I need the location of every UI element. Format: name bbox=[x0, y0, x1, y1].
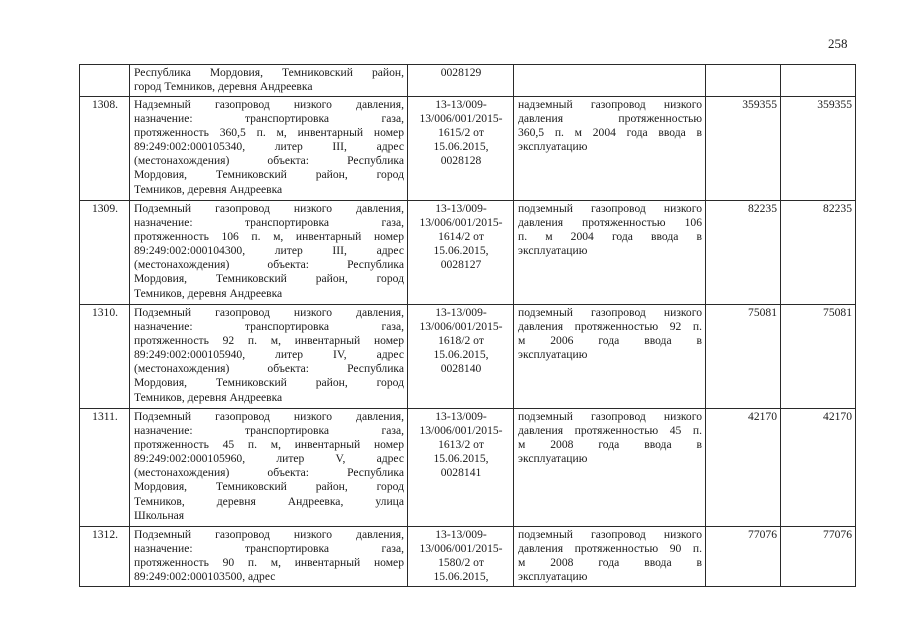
registration-record-line: 13/006/001/2015- bbox=[419, 320, 503, 334]
value-cell-1 bbox=[706, 527, 781, 587]
object-description-cell bbox=[130, 527, 408, 587]
object-description-line: Темников, деревня Андреевка bbox=[134, 286, 283, 300]
object-description-line: протяженность 45 п. м, инвентарный номер bbox=[134, 438, 404, 452]
object-description-line: Подземный газопровод низкого давления, bbox=[134, 306, 404, 319]
object-description-line: Темников, деревня Андреевка, улица bbox=[134, 494, 404, 508]
object-description-cell bbox=[130, 65, 408, 97]
registration-record-line: 0028128 bbox=[440, 154, 482, 168]
registration-record-cell bbox=[408, 527, 514, 587]
object-characteristics-line: эксплуатацию bbox=[518, 570, 588, 584]
object-characteristics-line: эксплуатацию bbox=[518, 452, 588, 466]
registry-table bbox=[79, 64, 856, 587]
value-cell-2 bbox=[781, 409, 856, 527]
object-description-line: Темников, деревня Андреевка bbox=[134, 182, 283, 196]
value-cell-1 bbox=[706, 305, 781, 409]
registration-record-line: 1613/2 от bbox=[438, 438, 484, 452]
object-characteristics-line: подземный газопровод низкого bbox=[518, 528, 702, 541]
object-description-line: Подземный газопровод низкого давления, bbox=[134, 202, 404, 215]
object-characteristics-line: давления протяженностью 90 п. bbox=[518, 542, 702, 556]
object-characteristics-line: п. м 2004 года ввода в bbox=[518, 230, 702, 244]
object-characteristics-cell bbox=[514, 97, 706, 201]
registration-record-line: 1614/2 от bbox=[438, 230, 484, 244]
registration-record-cell bbox=[408, 305, 514, 409]
item-number-cell bbox=[80, 527, 130, 587]
registration-record-line: 15.06.2015, bbox=[433, 452, 489, 466]
value-1: 77076 bbox=[748, 528, 777, 541]
registration-record-cell bbox=[408, 201, 514, 305]
object-description-line: протяженность 92 п. м, инвентарный номер bbox=[134, 334, 404, 348]
value-cell-1 bbox=[706, 65, 781, 97]
object-characteristics-line: эксплуатацию bbox=[518, 348, 588, 362]
object-characteristics-cell bbox=[514, 409, 706, 527]
object-description-line: Подземный газопровод низкого давления, bbox=[134, 528, 404, 541]
value-cell-2 bbox=[781, 97, 856, 201]
item-number: 1311. bbox=[92, 410, 118, 423]
object-description-line: Подземный газопровод низкого давления, bbox=[134, 410, 404, 423]
registry-table-body bbox=[80, 65, 856, 587]
object-characteristics-cell bbox=[514, 65, 706, 97]
item-number: 1310. bbox=[91, 306, 119, 319]
object-description-line: протяженность 360,5 п. м, инвентарный номер bbox=[134, 126, 404, 140]
object-description-line: 89:249:002:000103500, адрес bbox=[134, 570, 276, 584]
registration-record-line: 13/006/001/2015- bbox=[419, 424, 503, 438]
object-description-line: Республика Мордовия, Темниковский район, bbox=[134, 66, 404, 79]
object-description-line: назначение: транспортировка газа, bbox=[134, 320, 404, 334]
object-description-line: Темников, деревня Андреевка bbox=[134, 390, 283, 404]
object-characteristics-cell bbox=[514, 527, 706, 587]
registration-record-line: 13/006/001/2015- bbox=[419, 542, 503, 556]
item-number-cell bbox=[80, 305, 130, 409]
registration-record-line: 1618/2 от bbox=[438, 334, 484, 348]
registration-record-line: 0028129 bbox=[440, 66, 482, 79]
object-description-line: Мордовия, Темниковский район, город bbox=[134, 168, 404, 182]
object-description-line: назначение: транспортировка газа, bbox=[134, 216, 404, 230]
item-number: 1312. bbox=[91, 528, 119, 541]
registration-record-line: 13-13/009- bbox=[435, 528, 487, 541]
table-row bbox=[80, 97, 856, 201]
object-description-line: 89:249:002:000104300, литер III, адрес bbox=[134, 244, 404, 258]
object-description-cell bbox=[130, 97, 408, 201]
object-description-line: 89:249:002:000105940, литер IV, адрес bbox=[134, 348, 404, 362]
value-2: 82235 bbox=[823, 202, 852, 215]
object-description-line: назначение: транспортировка газа, bbox=[134, 112, 404, 126]
item-number-cell bbox=[80, 201, 130, 305]
object-description-line: (местонахождения) объекта: Республика bbox=[134, 466, 404, 480]
value-cell-2 bbox=[781, 65, 856, 97]
item-number-cell bbox=[80, 409, 130, 527]
object-characteristics-line: подземный газопровод низкого bbox=[518, 202, 702, 215]
registration-record-line: 1580/2 от bbox=[438, 556, 484, 570]
object-characteristics-line: подземный газопровод низкого bbox=[518, 410, 702, 423]
object-description-line: город Темников, деревня Андреевка bbox=[134, 80, 313, 94]
registration-record-line: 0028127 bbox=[440, 258, 482, 272]
registration-record-line: 13-13/009- bbox=[435, 98, 487, 111]
object-description-cell bbox=[130, 305, 408, 409]
registration-record-line: 13/006/001/2015- bbox=[419, 112, 503, 126]
registration-record-line: 1615/2 от bbox=[438, 126, 484, 140]
value-2: 359355 bbox=[817, 98, 852, 111]
object-characteristics-cell bbox=[514, 201, 706, 305]
value-cell-2 bbox=[781, 201, 856, 305]
object-characteristics-cell bbox=[514, 305, 706, 409]
object-description-line: Мордовия, Темниковский район, город bbox=[134, 272, 404, 286]
value-1: 75081 bbox=[748, 306, 777, 319]
item-number: 1309. bbox=[91, 202, 119, 215]
object-description-line: Мордовия, Темниковский район, город bbox=[134, 480, 404, 494]
object-description-line: 89:249:002:000105340, литер III, адрес bbox=[134, 140, 404, 154]
registration-record-line: 15.06.2015, bbox=[433, 244, 489, 258]
object-description-line: протяженность 90 п. м, инвентарный номер bbox=[134, 556, 404, 570]
registration-record-line: 13-13/009- bbox=[435, 306, 487, 319]
object-characteristics-line: надземный газопровод низкого bbox=[518, 98, 702, 111]
value-cell-2 bbox=[781, 527, 856, 587]
value-cell-1 bbox=[706, 409, 781, 527]
registration-record-cell bbox=[408, 65, 514, 97]
table-row bbox=[80, 65, 856, 97]
registration-record-line: 15.06.2015, bbox=[433, 140, 489, 154]
object-description-cell bbox=[130, 201, 408, 305]
object-description-line: назначение: транспортировка газа, bbox=[134, 542, 404, 556]
table-row bbox=[80, 305, 856, 409]
value-cell-1 bbox=[706, 97, 781, 201]
object-description-line: протяженность 106 п. м, инвентарный номер bbox=[134, 230, 404, 244]
item-number-cell bbox=[80, 65, 130, 97]
value-2: 77076 bbox=[823, 528, 852, 541]
object-characteristics-line: давления протяженностью 45 п. bbox=[518, 424, 702, 438]
value-cell-2 bbox=[781, 305, 856, 409]
registration-record-line: 15.06.2015, bbox=[433, 348, 489, 362]
table-row bbox=[80, 201, 856, 305]
page-number: 258 bbox=[828, 36, 848, 51]
registration-record-line: 13-13/009- bbox=[435, 202, 487, 215]
registration-record-cell bbox=[408, 97, 514, 201]
object-characteristics-line: давления протяженностью 106 bbox=[518, 216, 702, 230]
value-cell-1 bbox=[706, 201, 781, 305]
object-characteristics-line: давления протяженностью 92 п. bbox=[518, 320, 702, 334]
object-description-line: 89:249:002:000105960, литер V, адрес bbox=[134, 452, 404, 466]
table-row bbox=[80, 409, 856, 527]
object-characteristics-line: м 2008 года ввода в bbox=[518, 556, 702, 570]
value-1: 82235 bbox=[748, 202, 777, 215]
object-description-line: Надземный газопровод низкого давления, bbox=[134, 98, 404, 111]
object-description-line: Мордовия, Темниковский район, город bbox=[134, 376, 404, 390]
registration-record-line: 13-13/009- bbox=[435, 410, 487, 423]
object-description-cell bbox=[130, 409, 408, 527]
registration-record-line: 13/006/001/2015- bbox=[419, 216, 503, 230]
object-characteristics-line: м 2006 года ввода в bbox=[518, 334, 702, 348]
registration-record-line: 15.06.2015, bbox=[433, 570, 489, 584]
object-characteristics-line: м 2008 года ввода в bbox=[518, 438, 702, 452]
object-description-line: назначение: транспортировка газа, bbox=[134, 424, 404, 438]
object-description-line: (местонахождения) объекта: Республика bbox=[134, 258, 404, 272]
value-2: 42170 bbox=[823, 410, 852, 423]
item-number-cell bbox=[80, 97, 130, 201]
object-description-line: Школьная bbox=[134, 508, 185, 522]
object-description-line: (местонахождения) объекта: Республика bbox=[134, 154, 404, 168]
registration-record-cell bbox=[408, 409, 514, 527]
registration-record-line: 0028141 bbox=[440, 466, 482, 480]
value-1: 42170 bbox=[748, 410, 777, 423]
object-description-line: (местонахождения) объекта: Республика bbox=[134, 362, 404, 376]
object-characteristics-line: подземный газопровод низкого bbox=[518, 306, 702, 319]
object-characteristics-line: давления протяженностью bbox=[518, 112, 702, 126]
object-characteristics-line: эксплуатацию bbox=[518, 244, 588, 258]
value-1: 359355 bbox=[742, 98, 777, 111]
item-number: 1308. bbox=[91, 98, 119, 111]
object-characteristics-line: эксплуатацию bbox=[518, 140, 588, 154]
value-2: 75081 bbox=[823, 306, 852, 319]
table-row bbox=[80, 527, 856, 587]
registration-record-line: 0028140 bbox=[440, 362, 482, 376]
object-characteristics-line: 360,5 п. м 2004 года ввода в bbox=[518, 126, 702, 140]
